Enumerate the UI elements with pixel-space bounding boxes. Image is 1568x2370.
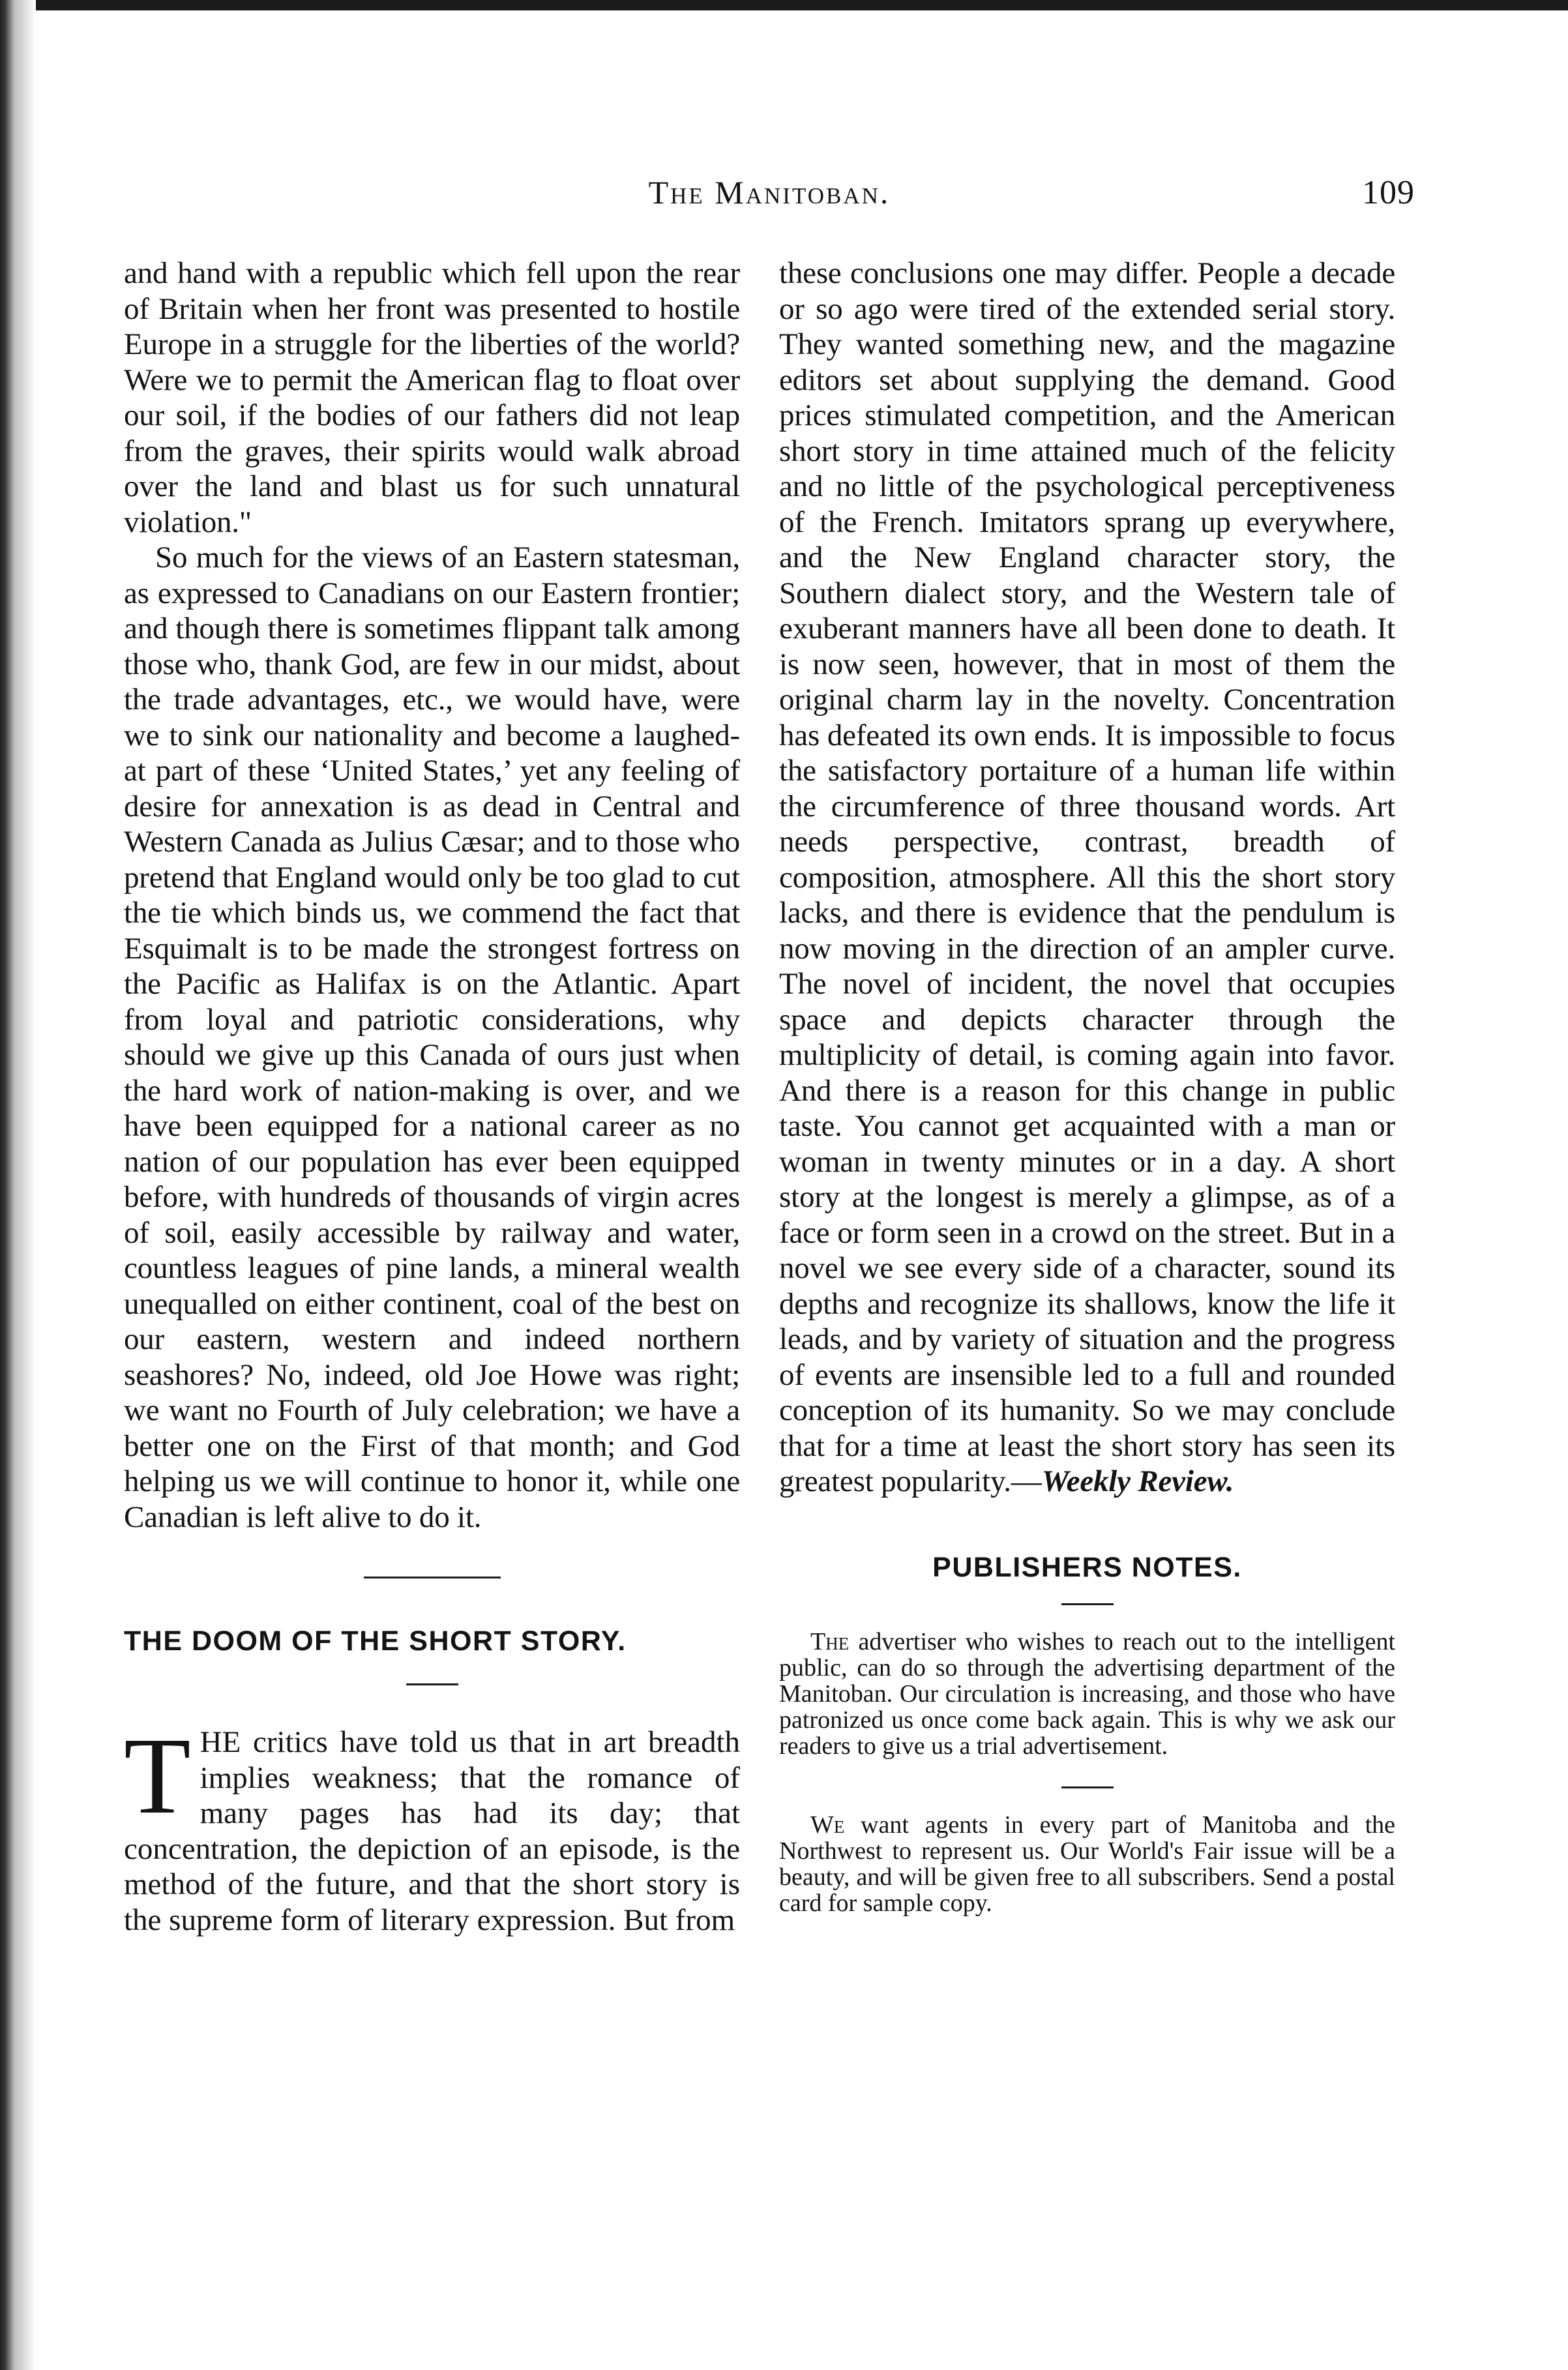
advertising-notice-text: advertiser who wishes to reach out to the intelligent public, can do so through the advertising department of the Manitoban. Our circulation is increasing, and those who have patronized us once come back again. This is why we ask our readers to give us a trial advertisement. <box>779 1627 1395 1760</box>
left-paragraph-2: So much for the views of an Eastern statesman, as expressed to Canadians on our Eastern frontier; and though there is sometimes flippant talk among those who, thank God, are few in our midst, about the trade advantages, etc., we would have, were we to sink our nationality and become a laughed-at part of these ‘United States,’ yet any feeling of desire for annexation is as dead in Central and Western Canada as Julius Cæsar; and to those who pretend that England would only be too glad to cut the tie which binds us, we commend the fact that Esquimalt is to be made the strongest fortress on the Pacific as Halifax is on the Atlantic. Apart from loyal and patriotic considerations, why should we give up this Canada of ours just when the hard work of nation-making is over, and we have been equipped for a national career as no nation of our population has ever been equipped before, with hundreds of thousands of virgin acres of soil, easily accessible by railway and water, countless leagues of pine lands, a mineral wealth unequalled on either continent, coal of the best on our eastern, western and indeed northern seashores? No, indeed, old Joe Howe was right; we want no Fourth of July celebration; we have a better one on the First of that month; and God helping us we will continue to honor it, while one Canadian is left alive to do it. <box>124 541 740 1534</box>
article-opening-text: HE critics have told us that in art breadth implies weakness; that the romance of many pages has had its day; that concentration, the depiction of an episode, is the method of the future, and that the short story is the supreme form of literary expression. But from <box>124 1725 740 1937</box>
left-column <box>124 256 740 1938</box>
publishers-notes-heading: PUBLISHERS NOTES. <box>932 1551 1242 1583</box>
advertising-notice <box>779 1629 1395 1759</box>
agents-notice-lead: We <box>810 1811 845 1839</box>
agents-notice-text: want agents in every part of Manitoba and the Northwest to represent us. Our World's Fair issue will be a beauty, and will be given free to all subscribers. Send a postal card for sample copy. <box>779 1811 1395 1917</box>
right-column <box>779 256 1395 1916</box>
agents-notice <box>779 1812 1395 1916</box>
drop-cap: T <box>124 1715 191 1837</box>
page-number: 109 <box>1362 174 1415 211</box>
article-opening-paragraph <box>124 1715 740 1938</box>
heading-rule <box>406 1683 458 1685</box>
page-binding-shadow <box>0 0 36 2370</box>
source-signature: Weekly Review. <box>1041 1464 1234 1498</box>
page-top-edge <box>0 0 1568 10</box>
right-paragraph-1 <box>779 256 1395 1500</box>
notes-heading-rule <box>1061 1603 1114 1605</box>
running-head: The Manitoban. <box>648 174 891 211</box>
article-heading: THE DOOM OF THE SHORT STORY. <box>124 1625 627 1657</box>
page-header <box>124 168 1415 214</box>
section-divider <box>364 1577 501 1578</box>
advertising-notice-lead: The <box>810 1627 850 1655</box>
notices-divider <box>1061 1786 1114 1788</box>
right-paragraph-text: these conclusions one may differ. People a decade or so ago were tired of the extended serial story. They wanted something new, and the magazine editors set about supplying the demand. Good prices stimulated competition, and the American short story in time attained much of the felicity and no little of the psychological perceptiveness of the French. Imitators sprang up everywhere, and the New England character story, the Southern dialect story, and the Western tale of exuberant manners have all been done to death. It is now seen, however, that in most of them the original charm lay in the novelty. Concentration has defeated its own ends. It is impossible to focus the satisfactory portaiture of a human life within the circumference of three thousand words. Art needs perspective, contrast, breadth of composition, atmosphere. All this the short story lacks, and there is evidence that the pendulum is now moving in the direction of an ampler curve. The novel of incident, the novel that occupies space and depicts character through the multiplicity of detail, is coming again into favor. And there is a reason for this change in public taste. You cannot get acquainted with a man or woman in twenty minutes or in a day. A short story at the longest is merely a glimpse, as of a face or form seen in a crowd on the street. But in a novel we see every side of a character, sound its depths and recognize its shallows, know the life it leads, and by variety of situation and the progress of events are insensible led to a full and rounded conception of its humanity. So we may conclude that for a time at least the short story has seen its greatest popularity.— <box>779 256 1395 1498</box>
left-paragraph-1: and hand with a republic which fell upon the rear of Britain when her front was presented to hostile Europe in a struggle for the liberties of the world? Were we to permit the American flag to float over our soil, if the bodies of our fathers did not leap from the graves, their spirits would walk abroad over the land and blast us for such unnatural violation." <box>124 256 740 539</box>
